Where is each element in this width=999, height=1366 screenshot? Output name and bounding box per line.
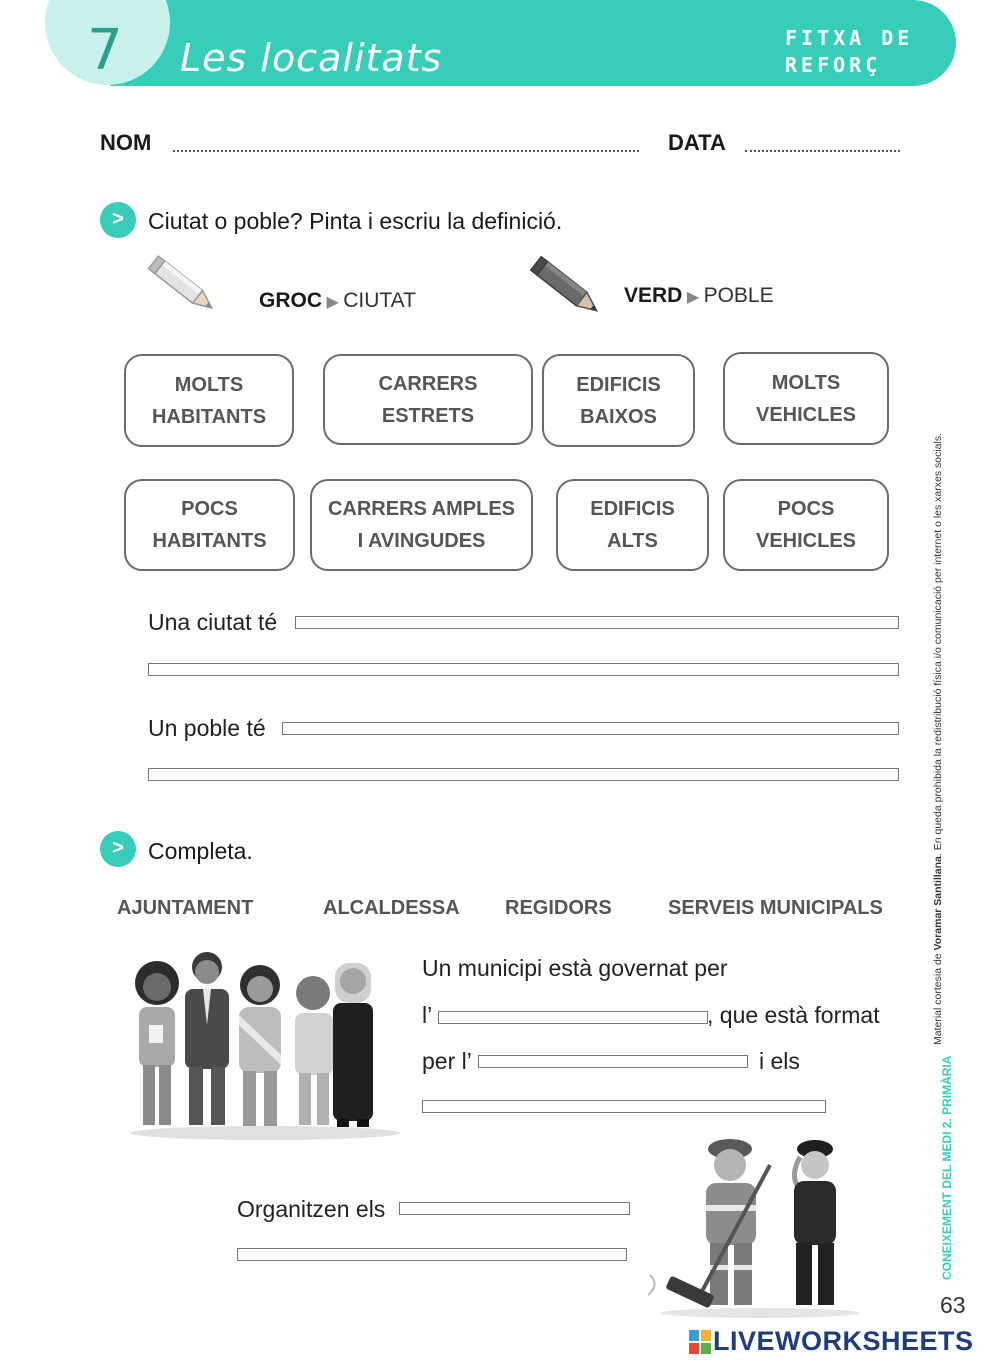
side-credit — [932, 433, 944, 1045]
city-answer-field-2[interactable] — [148, 663, 899, 676]
serveis-answer-field-2[interactable] — [237, 1248, 627, 1261]
page-number: 63 — [940, 1292, 966, 1318]
side-book-title: CONEIXEMENT DEL MEDI 2. PRIMÀRIA — [940, 1055, 954, 1280]
town-answer-field-1[interactable] — [282, 722, 899, 735]
regidors-answer-field[interactable] — [422, 1100, 826, 1113]
pencil-icon — [527, 250, 609, 328]
key-yellow-color: GROC — [259, 289, 322, 312]
word-bank-item: SERVEIS MUNICIPALS — [668, 897, 883, 919]
triangle-right-icon: ▶ — [686, 289, 700, 306]
unit-title: Les localitats — [180, 36, 443, 80]
card-carrers-amples[interactable] — [310, 479, 533, 571]
date-field[interactable] — [745, 150, 900, 152]
card-line: ALTS — [607, 530, 658, 552]
card-line: POCS — [777, 498, 835, 520]
date-label: DATA — [668, 130, 726, 155]
card-line: CARRERS — [378, 372, 478, 395]
liveworksheets-logo[interactable] — [689, 1326, 974, 1357]
town-answer-field-2[interactable] — [148, 768, 899, 781]
card-line: CARRERS AMPLES — [327, 498, 516, 520]
workers-illustration — [640, 1135, 870, 1320]
side-credit-brand: Voramar Santillana — [932, 856, 944, 951]
card-line: I AVINGUDES — [357, 530, 486, 552]
key-green-meaning: POBLE — [703, 284, 774, 307]
card-carrers-estrets[interactable] — [323, 354, 533, 445]
card-line: VEHICLES — [755, 530, 857, 552]
key-green-color: VERD — [624, 284, 683, 307]
key-green — [624, 284, 774, 308]
word-bank-item: AJUNTAMENT — [117, 897, 254, 919]
card-line: MOLTS — [174, 373, 244, 396]
card-line: POCS — [181, 498, 238, 520]
sentence-per-l: per l’ — [422, 1048, 472, 1074]
word-bank-item: ALCALDESSA — [323, 897, 460, 919]
card-molts-habitants[interactable] — [124, 354, 294, 447]
badge-line-1: FITXA DE — [785, 26, 914, 50]
sentence-organize: Organitzen els — [237, 1196, 386, 1222]
card-line: BAIXOS — [580, 405, 657, 428]
people-illustration — [125, 945, 415, 1145]
card-edificis-baixos[interactable] — [542, 354, 695, 447]
card-line: HABITANTS — [151, 405, 267, 428]
sentence-i-els: i els — [759, 1048, 800, 1074]
exercise-1-bullet: > — [100, 202, 136, 238]
key-yellow — [259, 289, 416, 313]
word-bank-item: REGIDORS — [505, 897, 612, 919]
card-edificis-alts[interactable] — [556, 479, 709, 571]
side-credit-prefix: Material cortesia de — [932, 950, 944, 1045]
unit-number: 7 — [87, 18, 123, 83]
card-line: HABITANTS — [152, 530, 267, 552]
key-yellow-meaning: CIUTAT — [343, 289, 416, 312]
card-pocs-habitants[interactable] — [124, 479, 295, 571]
serveis-answer-field-1[interactable] — [399, 1202, 630, 1215]
alcaldessa-answer-field[interactable] — [478, 1055, 748, 1068]
name-field[interactable] — [173, 150, 639, 152]
pencil-icon — [145, 250, 225, 325]
sentence-l-suffix: , que està format — [707, 1002, 880, 1028]
liveworksheets-logo-icon — [689, 1330, 711, 1354]
triangle-right-icon: ▶ — [326, 294, 339, 311]
sentence-l-prefix: l’ — [422, 1002, 433, 1028]
exercise-2-instruction: Completa. — [148, 838, 253, 864]
ajuntament-answer-field[interactable] — [438, 1011, 708, 1024]
worksheet-badge — [785, 25, 925, 79]
side-credit-suffix: . En queda prohibida la redistribució física i/o comunicació per internet o les xarxes socials. — [932, 432, 944, 857]
card-line: EDIFICIS — [576, 373, 661, 396]
sentence-line-1: Un municipi està governat per — [422, 955, 728, 981]
card-pocs-vehicles[interactable] — [723, 479, 889, 571]
exercise-2-bullet: > — [100, 831, 136, 867]
city-answer-field-1[interactable] — [295, 616, 899, 629]
liveworksheets-brand: LIVEWORKSHEETS — [713, 1326, 974, 1356]
card-line: EDIFICIS — [590, 498, 675, 520]
prompt-town: Un poble té — [148, 715, 266, 741]
card-line: MOLTS — [771, 371, 841, 394]
card-line: ESTRETS — [381, 404, 475, 427]
exercise-1-instruction: Ciutat o poble? Pinta i escriu la definició. — [148, 208, 563, 234]
card-molts-vehicles[interactable] — [723, 352, 889, 445]
name-label: NOM — [100, 130, 152, 155]
card-line: VEHICLES — [755, 403, 857, 426]
badge-line-2: REFORÇ — [785, 53, 882, 77]
prompt-city: Una ciutat té — [148, 609, 278, 635]
